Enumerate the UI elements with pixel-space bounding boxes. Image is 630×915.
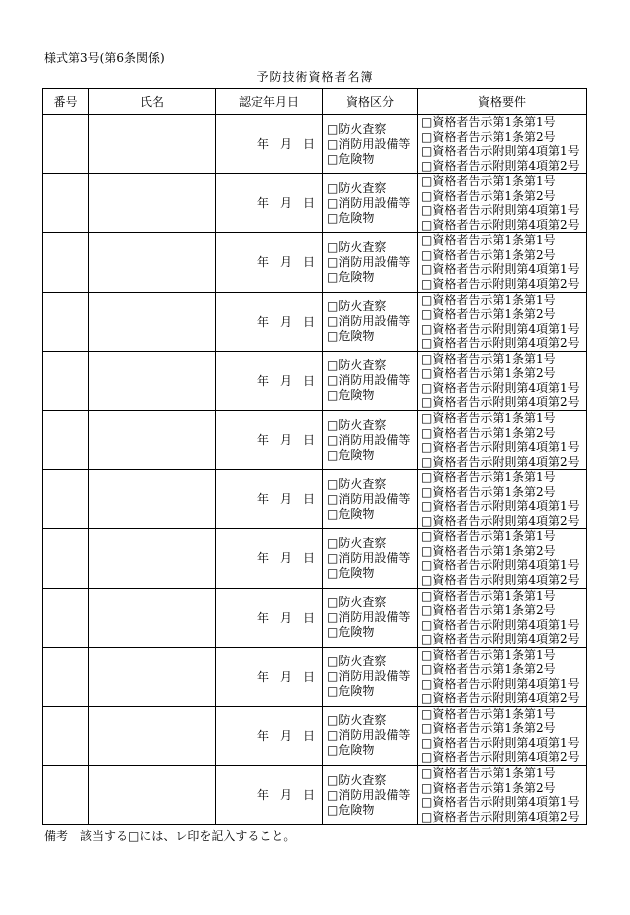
date-day-label: 日 — [302, 728, 315, 743]
row-date-cell — [216, 529, 323, 588]
requirement-option: □資格者告示附則第4項第2号 — [421, 158, 580, 173]
requirement-option: □資格者告示附則第4項第2号 — [421, 395, 580, 410]
requirement-option: □資格者告示附則第4項第1号 — [421, 558, 580, 573]
row-requirement-cell — [418, 351, 587, 410]
requirement-option: □資格者告示第1条第1号 — [421, 115, 556, 130]
category-option: □危険物 — [327, 269, 375, 284]
category-option: □防火査察 — [327, 535, 387, 550]
row-name-cell — [89, 410, 216, 469]
category-option: □危険物 — [327, 565, 375, 580]
category-option: □消防用設備等 — [327, 669, 411, 684]
row-name-cell — [89, 115, 216, 174]
row-requirement-cell — [418, 410, 587, 469]
requirement-option: □資格者告示第1条第2号 — [421, 129, 556, 144]
requirement-option: □資格者告示第1条第2号 — [421, 543, 556, 558]
date-month-label: 月 — [279, 492, 292, 507]
row-category-cell — [323, 647, 418, 706]
row-category-cell — [323, 706, 418, 765]
category-option: □危険物 — [327, 210, 375, 225]
category-option: □危険物 — [327, 684, 375, 699]
requirement-option: □資格者告示第1条第2号 — [421, 780, 556, 795]
table-row — [43, 588, 587, 647]
date-year-label: 年 — [256, 255, 269, 270]
row-category-cell — [323, 174, 418, 233]
header-category: 資格区分 — [323, 89, 418, 115]
date-month-label: 月 — [279, 610, 292, 625]
date-day-label: 日 — [302, 255, 315, 270]
requirement-option: □資格者告示附則第4項第2号 — [421, 572, 580, 587]
row-category-cell — [323, 410, 418, 469]
category-option: □防火査察 — [327, 299, 387, 314]
requirement-option: □資格者告示第1条第2号 — [421, 425, 556, 440]
category-option: □消防用設備等 — [327, 432, 411, 447]
category-option: □危険物 — [327, 151, 375, 166]
category-option: □消防用設備等 — [327, 787, 411, 802]
row-number-cell — [43, 233, 89, 292]
date-month-label: 月 — [279, 728, 292, 743]
category-option: □危険物 — [327, 388, 375, 403]
roster-body — [43, 115, 587, 825]
requirement-option: □資格者告示附則第4項第1号 — [421, 499, 580, 514]
date-day-label: 日 — [302, 551, 315, 566]
requirement-option: □資格者告示附則第4項第1号 — [421, 440, 580, 455]
category-option: □消防用設備等 — [327, 610, 411, 625]
category-option: □危険物 — [327, 506, 375, 521]
category-option: □消防用設備等 — [327, 254, 411, 269]
row-requirement-cell — [418, 174, 587, 233]
date-month-label: 月 — [279, 196, 292, 211]
row-date-cell — [216, 292, 323, 351]
category-option: □消防用設備等 — [327, 728, 411, 743]
requirement-option: □資格者告示附則第4項第2号 — [421, 632, 580, 647]
row-name-cell — [89, 588, 216, 647]
table-row — [43, 174, 587, 233]
date-month-label: 月 — [279, 314, 292, 329]
requirement-option: □資格者告示附則第4項第1号 — [421, 321, 580, 336]
requirement-option: □資格者告示第1条第1号 — [421, 706, 556, 721]
row-number-cell — [43, 410, 89, 469]
row-date-cell — [216, 174, 323, 233]
category-option: □危険物 — [327, 625, 375, 640]
requirement-option: □資格者告示第1条第1号 — [421, 411, 556, 426]
category-option: □消防用設備等 — [327, 314, 411, 329]
row-number-cell — [43, 766, 89, 825]
date-day-label: 日 — [302, 137, 315, 152]
row-name-cell — [89, 174, 216, 233]
date-year-label: 年 — [256, 314, 269, 329]
category-option: □消防用設備等 — [327, 373, 411, 388]
requirement-option: □資格者告示附則第4項第1号 — [421, 676, 580, 691]
page-title: 予防技術資格者名簿 — [256, 70, 374, 84]
row-requirement-cell — [418, 706, 587, 765]
requirement-option: □資格者告示第1条第2号 — [421, 603, 556, 618]
date-year-label: 年 — [256, 788, 269, 803]
category-option: □消防用設備等 — [327, 550, 411, 565]
requirement-option: □資格者告示第1条第2号 — [421, 307, 556, 322]
requirement-option: □資格者告示第1条第1号 — [421, 351, 556, 366]
requirement-option: □資格者告示附則第4項第2号 — [421, 691, 580, 706]
row-name-cell — [89, 766, 216, 825]
requirement-option: □資格者告示附則第4項第2号 — [421, 454, 580, 469]
requirement-option: □資格者告示第1条第1号 — [421, 174, 556, 189]
header-date: 認定年月日 — [216, 89, 323, 115]
row-number-cell — [43, 174, 89, 233]
row-date-cell — [216, 647, 323, 706]
row-number-cell — [43, 647, 89, 706]
requirement-option: □資格者告示附則第4項第1号 — [421, 203, 580, 218]
row-requirement-cell — [418, 292, 587, 351]
requirement-option: □資格者告示第1条第1号 — [421, 529, 556, 544]
row-name-cell — [89, 233, 216, 292]
row-requirement-cell — [418, 529, 587, 588]
row-requirement-cell — [418, 233, 587, 292]
requirement-option: □資格者告示附則第4項第1号 — [421, 144, 580, 159]
row-date-cell — [216, 470, 323, 529]
table-row — [43, 766, 587, 825]
requirement-option: □資格者告示附則第4項第1号 — [421, 380, 580, 395]
date-day-label: 日 — [302, 492, 315, 507]
category-option: □防火査察 — [327, 713, 387, 728]
date-month-label: 月 — [279, 788, 292, 803]
requirement-option: □資格者告示第1条第1号 — [421, 292, 556, 307]
header-requirement: 資格要件 — [418, 89, 587, 115]
category-option: □消防用設備等 — [327, 195, 411, 210]
date-month-label: 月 — [279, 137, 292, 152]
form-number-label: 様式第3号(第6条関係) — [44, 51, 165, 65]
row-category-cell — [323, 351, 418, 410]
row-date-cell — [216, 706, 323, 765]
row-category-cell — [323, 233, 418, 292]
requirement-option: □資格者告示第1条第2号 — [421, 247, 556, 262]
row-number-cell — [43, 470, 89, 529]
category-option: □防火査察 — [327, 239, 387, 254]
requirement-option: □資格者告示第1条第2号 — [421, 662, 556, 677]
table-row — [43, 292, 587, 351]
row-name-cell — [89, 292, 216, 351]
row-requirement-cell — [418, 588, 587, 647]
date-month-label: 月 — [279, 669, 292, 684]
requirement-option: □資格者告示第1条第1号 — [421, 647, 556, 662]
row-number-cell — [43, 529, 89, 588]
category-option: □消防用設備等 — [327, 491, 411, 506]
category-option: □防火査察 — [327, 180, 387, 195]
date-day-label: 日 — [302, 788, 315, 803]
requirement-option: □資格者告示附則第4項第2号 — [421, 513, 580, 528]
date-day-label: 日 — [302, 669, 315, 684]
requirement-option: □資格者告示第1条第1号 — [421, 766, 556, 781]
requirement-option: □資格者告示附則第4項第2号 — [421, 336, 580, 351]
category-option: □危険物 — [327, 447, 375, 462]
date-day-label: 日 — [302, 373, 315, 388]
date-day-label: 日 — [302, 610, 315, 625]
table-row — [43, 410, 587, 469]
category-option: □防火査察 — [327, 595, 387, 610]
date-year-label: 年 — [256, 373, 269, 388]
row-number-cell — [43, 292, 89, 351]
row-number-cell — [43, 706, 89, 765]
row-name-cell — [89, 351, 216, 410]
row-category-cell — [323, 470, 418, 529]
row-category-cell — [323, 115, 418, 174]
category-option: □危険物 — [327, 743, 375, 758]
requirement-option: □資格者告示第1条第1号 — [421, 233, 556, 248]
requirement-option: □資格者告示第1条第1号 — [421, 470, 556, 485]
table-header-row — [43, 89, 587, 115]
date-day-label: 日 — [302, 314, 315, 329]
row-date-cell — [216, 115, 323, 174]
date-year-label: 年 — [256, 728, 269, 743]
requirement-option: □資格者告示附則第4項第2号 — [421, 217, 580, 232]
date-day-label: 日 — [302, 433, 315, 448]
date-year-label: 年 — [256, 137, 269, 152]
row-requirement-cell — [418, 647, 587, 706]
table-row — [43, 470, 587, 529]
date-year-label: 年 — [256, 551, 269, 566]
requirement-option: □資格者告示附則第4項第1号 — [421, 262, 580, 277]
category-option: □防火査察 — [327, 358, 387, 373]
requirement-option: □資格者告示附則第4項第2号 — [421, 809, 580, 824]
row-name-cell — [89, 647, 216, 706]
date-year-label: 年 — [256, 669, 269, 684]
requirement-option: □資格者告示附則第4項第2号 — [421, 276, 580, 291]
requirement-option: □資格者告示第1条第2号 — [421, 366, 556, 381]
row-category-cell — [323, 529, 418, 588]
row-name-cell — [89, 470, 216, 529]
table-row — [43, 529, 587, 588]
date-month-label: 月 — [279, 551, 292, 566]
row-number-cell — [43, 588, 89, 647]
category-option: □防火査察 — [327, 417, 387, 432]
requirement-option: □資格者告示第1条第2号 — [421, 484, 556, 499]
roster-table — [42, 88, 587, 825]
row-requirement-cell — [418, 470, 587, 529]
row-requirement-cell — [418, 115, 587, 174]
row-date-cell — [216, 410, 323, 469]
table-row — [43, 233, 587, 292]
header-number: 番号 — [43, 89, 89, 115]
date-year-label: 年 — [256, 492, 269, 507]
row-name-cell — [89, 529, 216, 588]
table-row — [43, 706, 587, 765]
date-day-label: 日 — [302, 196, 315, 211]
requirement-option: □資格者告示第1条第2号 — [421, 188, 556, 203]
date-year-label: 年 — [256, 196, 269, 211]
requirement-option: □資格者告示附則第4項第1号 — [421, 735, 580, 750]
row-date-cell — [216, 588, 323, 647]
date-year-label: 年 — [256, 433, 269, 448]
row-date-cell — [216, 233, 323, 292]
table-row — [43, 115, 587, 174]
requirement-option: □資格者告示第1条第2号 — [421, 721, 556, 736]
header-name: 氏名 — [89, 89, 216, 115]
category-option: □防火査察 — [327, 654, 387, 669]
table-row — [43, 351, 587, 410]
category-option: □防火査察 — [327, 772, 387, 787]
category-option: □消防用設備等 — [327, 136, 411, 151]
row-number-cell — [43, 351, 89, 410]
row-date-cell — [216, 766, 323, 825]
date-month-label: 月 — [279, 433, 292, 448]
row-number-cell — [43, 115, 89, 174]
requirement-option: □資格者告示附則第4項第2号 — [421, 750, 580, 765]
requirement-option: □資格者告示第1条第1号 — [421, 588, 556, 603]
row-category-cell — [323, 766, 418, 825]
category-option: □危険物 — [327, 802, 375, 817]
requirement-option: □資格者告示附則第4項第1号 — [421, 617, 580, 632]
category-option: □防火査察 — [327, 476, 387, 491]
category-option: □防火査察 — [327, 121, 387, 136]
row-category-cell — [323, 588, 418, 647]
row-name-cell — [89, 706, 216, 765]
requirement-option: □資格者告示附則第4項第1号 — [421, 795, 580, 810]
table-row — [43, 647, 587, 706]
remarks-note: 備考 該当する□には、レ印を記入すること。 — [44, 829, 296, 843]
category-option: □危険物 — [327, 329, 375, 344]
date-month-label: 月 — [279, 255, 292, 270]
row-category-cell — [323, 292, 418, 351]
row-requirement-cell — [418, 766, 587, 825]
date-month-label: 月 — [279, 373, 292, 388]
row-date-cell — [216, 351, 323, 410]
date-year-label: 年 — [256, 610, 269, 625]
